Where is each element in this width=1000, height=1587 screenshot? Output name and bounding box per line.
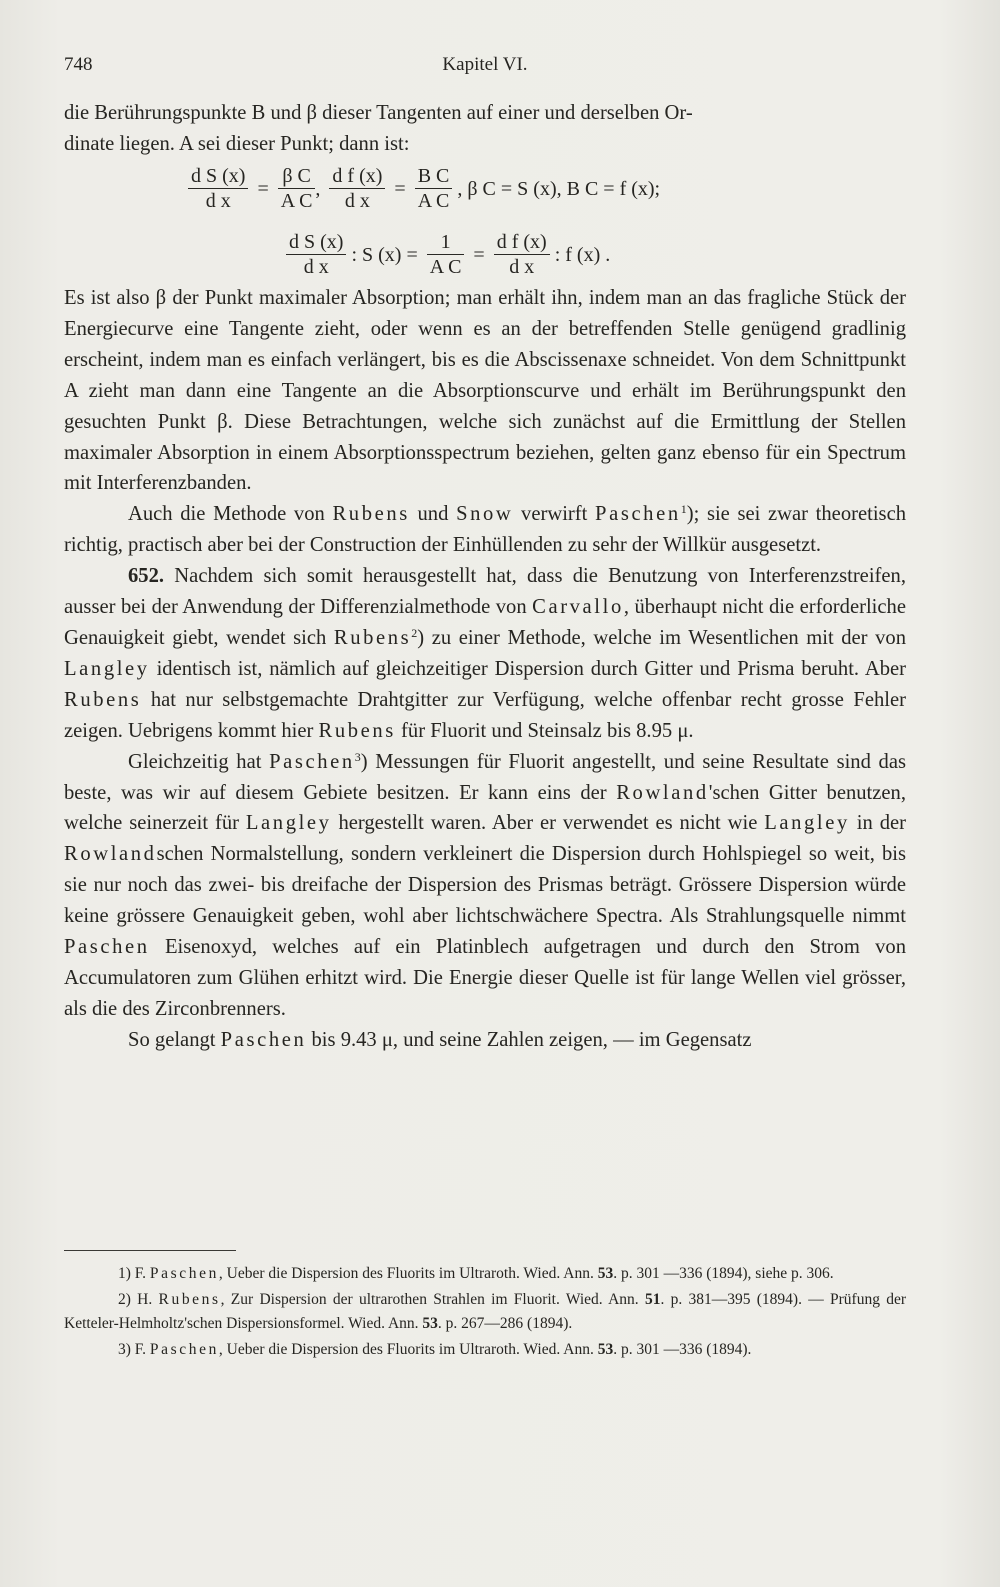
fraction: $\frac{\text{d S (x)}}{\text{d x}}$ bbox=[286, 231, 346, 278]
fraction: $\frac{1}{\text{A C}}$ bbox=[427, 231, 465, 278]
chapter-title: Kapitel VI. bbox=[442, 54, 528, 75]
author-name: Langley bbox=[245, 812, 332, 835]
author-name: Rubens bbox=[318, 719, 396, 742]
section-number: 652. bbox=[128, 565, 165, 588]
running-header bbox=[64, 54, 906, 84]
footnote-ref: 3 bbox=[354, 749, 361, 764]
author-name: Paschen bbox=[220, 1028, 307, 1051]
paragraph: Es ist also β der Punkt maximaler Absorption; man erhält ihn, indem man an das fragliche Stück der Energiecurve eine Tangente zieht, oder wenn es an der betreffenden Stelle genügend gradlinig erscheint, indem man es einfach verlängert, bis es die Abscissenaxe schneidet. Von dem Schnittpunkt A zieht man dann eine Tangente an die Absorptionscurve und erhält im Berührungspunkt den gesuchten Punkt β. Diese Betrachtungen, welche sich zunächst auf die Ermittlung der Stellen maximaler Absorption in einem Absorptionsspectrum beziehen, gelten ganz ebenso für ein Spectrum mit Interferenzbanden. bbox=[64, 287, 906, 495]
author-name: Snow bbox=[456, 503, 514, 526]
author-name: Rubens bbox=[332, 503, 410, 526]
author-name: Paschen bbox=[595, 503, 681, 526]
author-name: Langley bbox=[764, 812, 850, 835]
author-name: Langley bbox=[64, 657, 150, 680]
footnote-2: 2) H. Rubens, Zur Dispersion der ultrarothen Strahlen im Fluorit. Wied. Ann. 51. p. 381—395 (1894). — Prüfung der Ketteler-Helmholtz'schen Dispersionsformel. Wied. Ann. 53. p. 267—286 (1894). bbox=[64, 1290, 907, 1333]
fraction: $\frac{\text{d f (x)}}{\text{d x}}$ bbox=[494, 231, 550, 278]
author-name: Paschen bbox=[64, 936, 150, 959]
author-name: Rowland bbox=[64, 843, 157, 866]
formula-absorption-ratio: $\frac{\text{d S (x)}}{\text{d x}}$ : S (x) = $\frac{1}{\text{A C}}$ = $\frac{\text{d f (x)}}{\text{d x}}$ : f (x) . bbox=[286, 231, 614, 278]
formula-tangent-ratios: $\frac{\text{d S (x)}}{\text{d x}}$ = $\frac{\text{β C}}{\text{A C}}$ , $\frac{\text{d f (x)}}{\text{d x}}$ = $\frac{\text{B C}}{\text{A C}}$ , β C = S (x), B C = f (x); bbox=[188, 165, 664, 212]
author-name: Paschen bbox=[269, 750, 355, 773]
author-name: Rubens bbox=[333, 626, 412, 649]
author-name: Rowland bbox=[616, 781, 709, 804]
fraction: $\frac{\text{B C}}{\text{A C}}$ bbox=[415, 165, 453, 212]
fraction: $\frac{\text{d f (x)}}{\text{d x}}$ bbox=[329, 165, 385, 212]
footnotes bbox=[64, 1262, 906, 1364]
intro-line-2: dinate liegen. A sei dieser Punkt; dann ist: bbox=[64, 132, 410, 155]
paragraph: Gleichzeitig hat Paschen$^3$) Messungen für Fluorit angestellt, und seine Resultate sind das beste, was wir auf diesem Gebiete besitzen. Er kann eins der Rowland'schen Gitter benutzen, welche seinerzeit für Langley hergestellt waren. Aber er verwendet es nicht wie Langley in der Rowlandschen Normalstellung, sondern verkleinert die Dispersion durch Hohlspiegel so weit, bis sie nur noch das zwei- bis dreifache der Dispersion des Prismas beträgt. Grössere Dispersion würde keine grössere Genauigkeit geben, wohl aber lichtschwächere Spectra. Als Strahlungsquelle nimmt Paschen Eisenoxyd, welches auf ein Platinblech aufgetragen und durch den Strom von Accumulatoren zum Glühen erhitzt wird. Die Energie dieser Quelle ist für lange Wellen viel grösser, als die des Zirconbrenners. bbox=[64, 749, 906, 1020]
page-number: 748 bbox=[64, 54, 93, 75]
intro-line-1: die Berührungspunkte B und β dieser Tangenten auf einer und derselben Or- bbox=[64, 102, 693, 124]
footnote-ref: 2 bbox=[411, 625, 418, 640]
main-text bbox=[64, 283, 906, 1056]
footnote-ref: 1 bbox=[680, 502, 687, 517]
author-name: Rubens bbox=[64, 688, 142, 711]
intro-lines bbox=[64, 98, 906, 160]
fraction: $\frac{\text{β C}}{\text{A C}}$ bbox=[278, 165, 316, 212]
paragraph: Auch die Methode von Rubens und Snow verwirft Paschen$^1$); sie sei zwar theoretisch richtig, practisch aber bei der Construction der Einhüllenden zu sehr der Willkür ausgesetzt. bbox=[64, 502, 907, 557]
paragraph: So gelangt Paschen bis 9.43 μ, und seine Zahlen zeigen, — im Gegensatz bbox=[128, 1028, 752, 1051]
footnote-3: 3) F. Paschen, Ueber die Dispersion des Fluorits im Ultraroth. Wied. Ann. 53. p. 301 —336 (1894). bbox=[118, 1341, 752, 1359]
author-name: Carvallo bbox=[532, 596, 624, 619]
fraction: $\frac{\text{d S (x)}}{\text{d x}}$ bbox=[188, 165, 248, 212]
footnote-divider bbox=[64, 1250, 236, 1251]
footnote-1: 1) F. Paschen, Ueber die Dispersion des Fluorits im Ultraroth. Wied. Ann. 53. p. 301 —336 (1894), siehe p. 306. bbox=[118, 1265, 834, 1282]
paragraph: 652. Nachdem sich somit herausgestellt hat, dass die Benutzung von Interferenzstreifen, ausser bei der Anwendung der Differenzialmethode von Carvallo, überhaupt nicht die erforderliche Genauigkeit giebt, wendet sich Rubens$^2$) zu einer Methode, welche im Wesentlichen mit der von Langley identisch ist, nämlich auf gleichzeitiger Dispersion durch Gitter und Prisma beruht. Aber Rubens hat nur selbstgemachte Drahtgitter zur Verfügung, welche offenbar recht grosse Fehler zeigen. Uebrigens kommt hier Rubens für Fluorit und Steinsalz bis 8.95 μ. bbox=[64, 565, 906, 742]
